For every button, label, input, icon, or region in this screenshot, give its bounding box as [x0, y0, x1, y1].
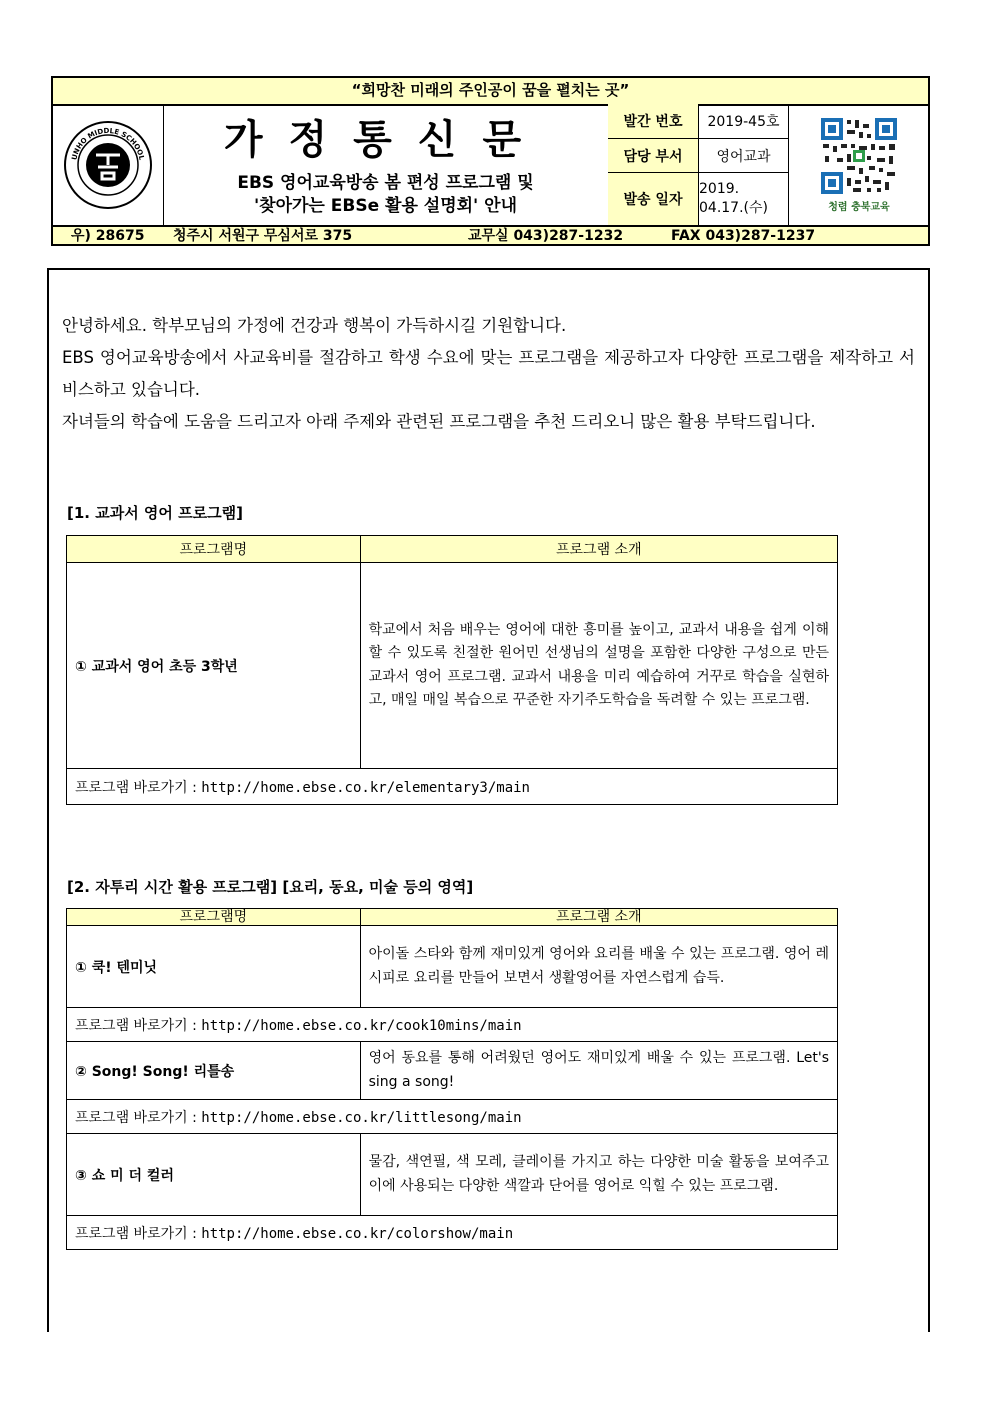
- svg-text:UNHO MIDDLE SCHOOL: UNHO MIDDLE SCHOOL: [70, 126, 146, 161]
- intro-paragraph: 안녕하세요. 학부모님의 가정에 건강과 행복이 가득하시길 기원합니다.: [62, 316, 567, 335]
- program-link-row: 프로그램 바로가기 : http://home.ebse.co.kr/elementary3/main: [67, 769, 838, 805]
- col-header-name: 프로그램명: [67, 909, 361, 926]
- school-address: 우) 28675 청주시 서원구 무심서로 375 교무실 043)287-1232 FAX 043)287-1237: [53, 225, 928, 244]
- section2-table: [66, 908, 838, 1250]
- qr-code-icon: [819, 116, 899, 196]
- program-link-row: 프로그램 바로가기 : http://home.ebse.co.kr/littlesong/main: [67, 1100, 838, 1134]
- send-date-row: 발송 일자 2019. 04.17.(수): [608, 173, 788, 225]
- program-link-row: 프로그램 바로가기 : http://home.ebse.co.kr/cook10mins/main: [67, 1008, 838, 1042]
- program-desc: 영어 동요를 통해 어려웠던 영어도 재미있게 배울 수 있는 프로그램. Let's sing a song!: [360, 1042, 837, 1100]
- section1-heading: [1. 교과서 영어 프로그램]: [67, 504, 243, 522]
- program-link[interactable]: http://home.ebse.co.kr/littlesong/main: [201, 1109, 522, 1126]
- school-motto: “희망찬 미래의 주인공이 꿈을 펼치는 곳”: [53, 78, 928, 106]
- col-header-desc: 프로그램 소개: [360, 536, 837, 563]
- col-header-desc: 프로그램 소개: [360, 909, 837, 926]
- section2-heading: [2. 자투리 시간 활용 프로그램] [요리, 동요, 미술 등의 영역]: [67, 878, 474, 896]
- program-name: ③ 쇼 미 더 컬러: [67, 1134, 361, 1216]
- newsletter-header: [51, 76, 930, 246]
- intro-paragraph: EBS 영어교육방송에서 사교육비를 절감하고 학생 수요에 맞는 프로그램을 제공하고자 다양한 프로그램을 제작하고 서비스하고 있습니다.: [62, 348, 915, 399]
- issue-info: [608, 104, 788, 225]
- program-desc: 학교에서 처음 배우는 영어에 대한 흥미를 높이고, 교과서 내용을 쉽게 이해할 수 있도록 친절한 원어민 선생님의 설명을 포함한 다양한 구성으로 만든 교과서 영어 프로그램. 교과서 내용을 미리 예습하여 거꾸로 학습을 실현하고, 매일 매일 복습으로 꾸준한 자기주도학습을 독려할 수 있는 프로그램.: [360, 563, 837, 769]
- document-subtitle: EBS 영어교육방송 봄 편성 프로그램 및 '찾아가는 EBSe 활용 설명회' 안내: [237, 173, 534, 216]
- intro-paragraph: 자녀들의 학습에 도움을 드리고자 아래 주제와 관련된 프로그램을 추천 드리오니 많은 활용 부탁드립니다.: [62, 412, 816, 431]
- program-name: ① 쿡! 텐미닛: [67, 926, 361, 1008]
- col-header-name: 프로그램명: [67, 536, 361, 563]
- department-row: 담당 부서 영어교과: [608, 139, 788, 173]
- document-title: 가정통신문: [223, 116, 548, 163]
- school-logo: [53, 104, 164, 225]
- program-link[interactable]: http://home.ebse.co.kr/cook10mins/main: [201, 1017, 522, 1034]
- program-link-row: 프로그램 바로가기 : http://home.ebse.co.kr/colorshow/main: [67, 1216, 838, 1250]
- program-desc: 아이돌 스타와 함께 재미있게 영어와 요리를 배울 수 있는 프로그램. 영어 레시피로 요리를 만들어 보면서 생활영어를 자연스럽게 습득.: [360, 926, 837, 1008]
- program-name: ② Song! Song! 리틀송: [67, 1042, 361, 1100]
- program-name: ① 교과서 영어 초등 3학년: [67, 563, 361, 769]
- qr-caption: 청렴 충북교육: [828, 202, 890, 213]
- intro-text: [62, 310, 915, 438]
- program-link[interactable]: http://home.ebse.co.kr/colorshow/main: [201, 1225, 514, 1242]
- program-desc: 물감, 색연필, 색 모레, 클레이를 가지고 하는 다양한 미술 활동을 보여주고 이에 사용되는 다양한 색깔과 단어를 영어로 익힐 수 있는 프로그램.: [360, 1134, 837, 1216]
- qr-code: [788, 104, 929, 225]
- section1-table: [66, 535, 838, 805]
- program-link[interactable]: http://home.ebse.co.kr/elementary3/main: [201, 779, 530, 796]
- issue-number-row: 발간 번호 2019-45호: [608, 104, 788, 139]
